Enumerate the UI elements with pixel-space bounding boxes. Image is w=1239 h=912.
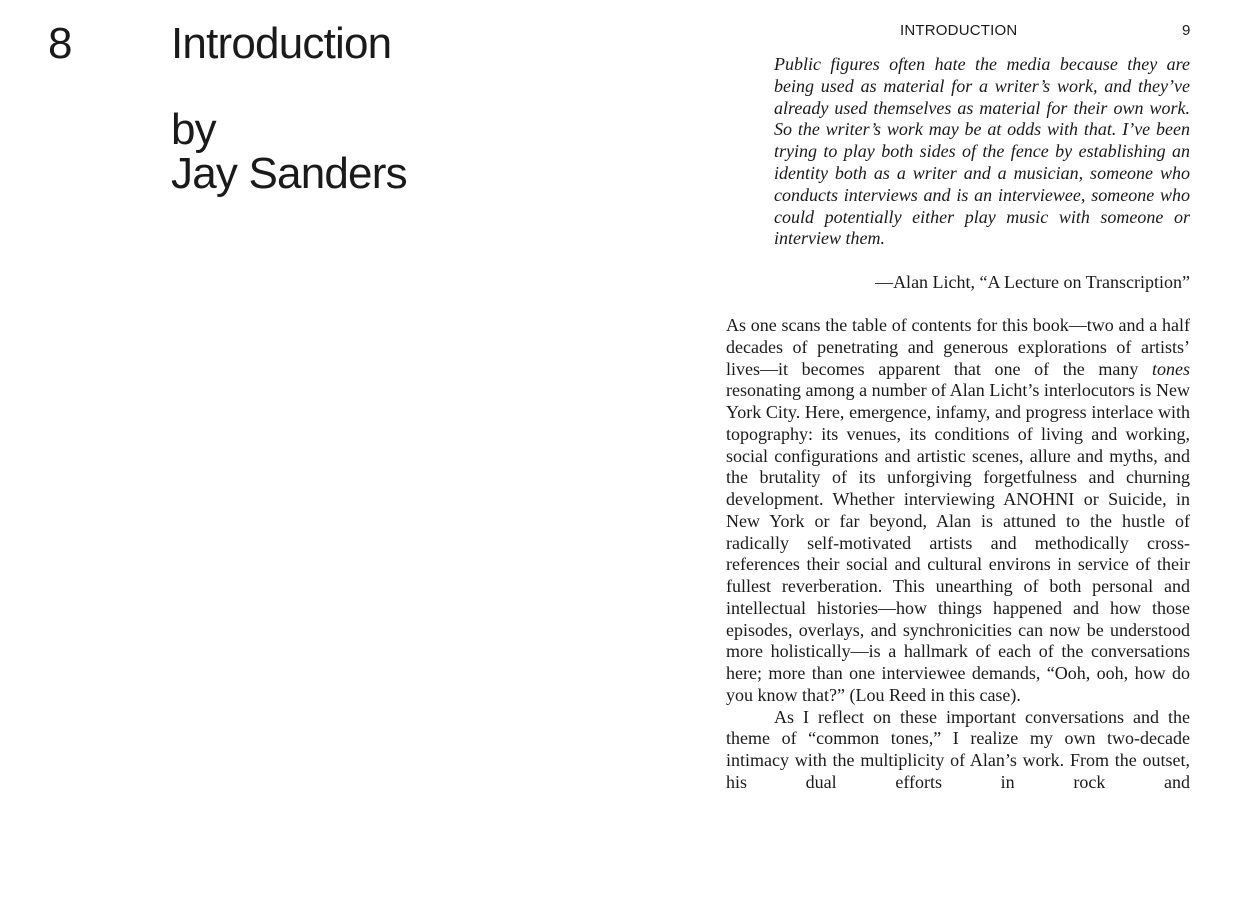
paragraph-text: As one scans the table of contents for this book—two and a half decades of penetrating and generous explorations of artists’ lives—it becomes apparent that one of the many (726, 315, 1190, 379)
byline (171, 105, 407, 198)
paragraph-text: resonating among a number of Alan Licht’s interlocutors is New York City. Here, emergence, infamy, and progress interlace with topography: its venues, its conditions of living and working, social configurations and artistic scenes, allure and myths, and the brutality of its unforgiving forgetfulness and churning development. Whether interviewing ANOHNI or Suicide, in New York or far beyond, Alan is attuned to the hustle of radically self-motivated artists and methodically cross-references their social and cultural environs in service of their fullest reverberation. This unearthing of both personal and intellectual histories—how things happened and how those episodes, overlays, and synchronicities can now be understood more holistically—is a hallmark of each of the conversations here; more than one interviewee demands, “Ooh, ooh, how do you know that?” (Lou Reed in this case). (726, 380, 1190, 705)
body-paragraph: As I reflect on these important conversations and the theme of “common tones,” I realize my own two-decade intimacy with the multiplicity of Alan’s work. From the outset, his dual efforts in rock and (726, 706, 1190, 792)
page-number: 8 (48, 19, 72, 68)
running-head: INTRODUCTION (900, 22, 1018, 39)
body-text (726, 315, 1190, 794)
epigraph-attribution: —Alan Licht, “A Lecture on Transcription” (875, 272, 1190, 292)
right-page (620, 0, 1239, 912)
chapter-title: Introduction (171, 19, 392, 68)
byline-by: by (171, 105, 216, 154)
body-paragraph (726, 315, 1190, 707)
byline-author: Jay Sanders (171, 149, 407, 198)
emphasized-word: tones (1152, 358, 1190, 379)
page-number: 9 (1182, 22, 1191, 39)
epigraph-quote: Public figures often hate the media because they are being used as material for a writer’s work, and they’ve already used themselves as material for their own work. So the writer’s work may be at odds with that. I’ve been trying to play both sides of the fence by establishing an identity both as a writer and a musician, someone who conducts interviews and is an interviewee, someone who could potentially either play music with someone or interview them. (774, 54, 1190, 249)
